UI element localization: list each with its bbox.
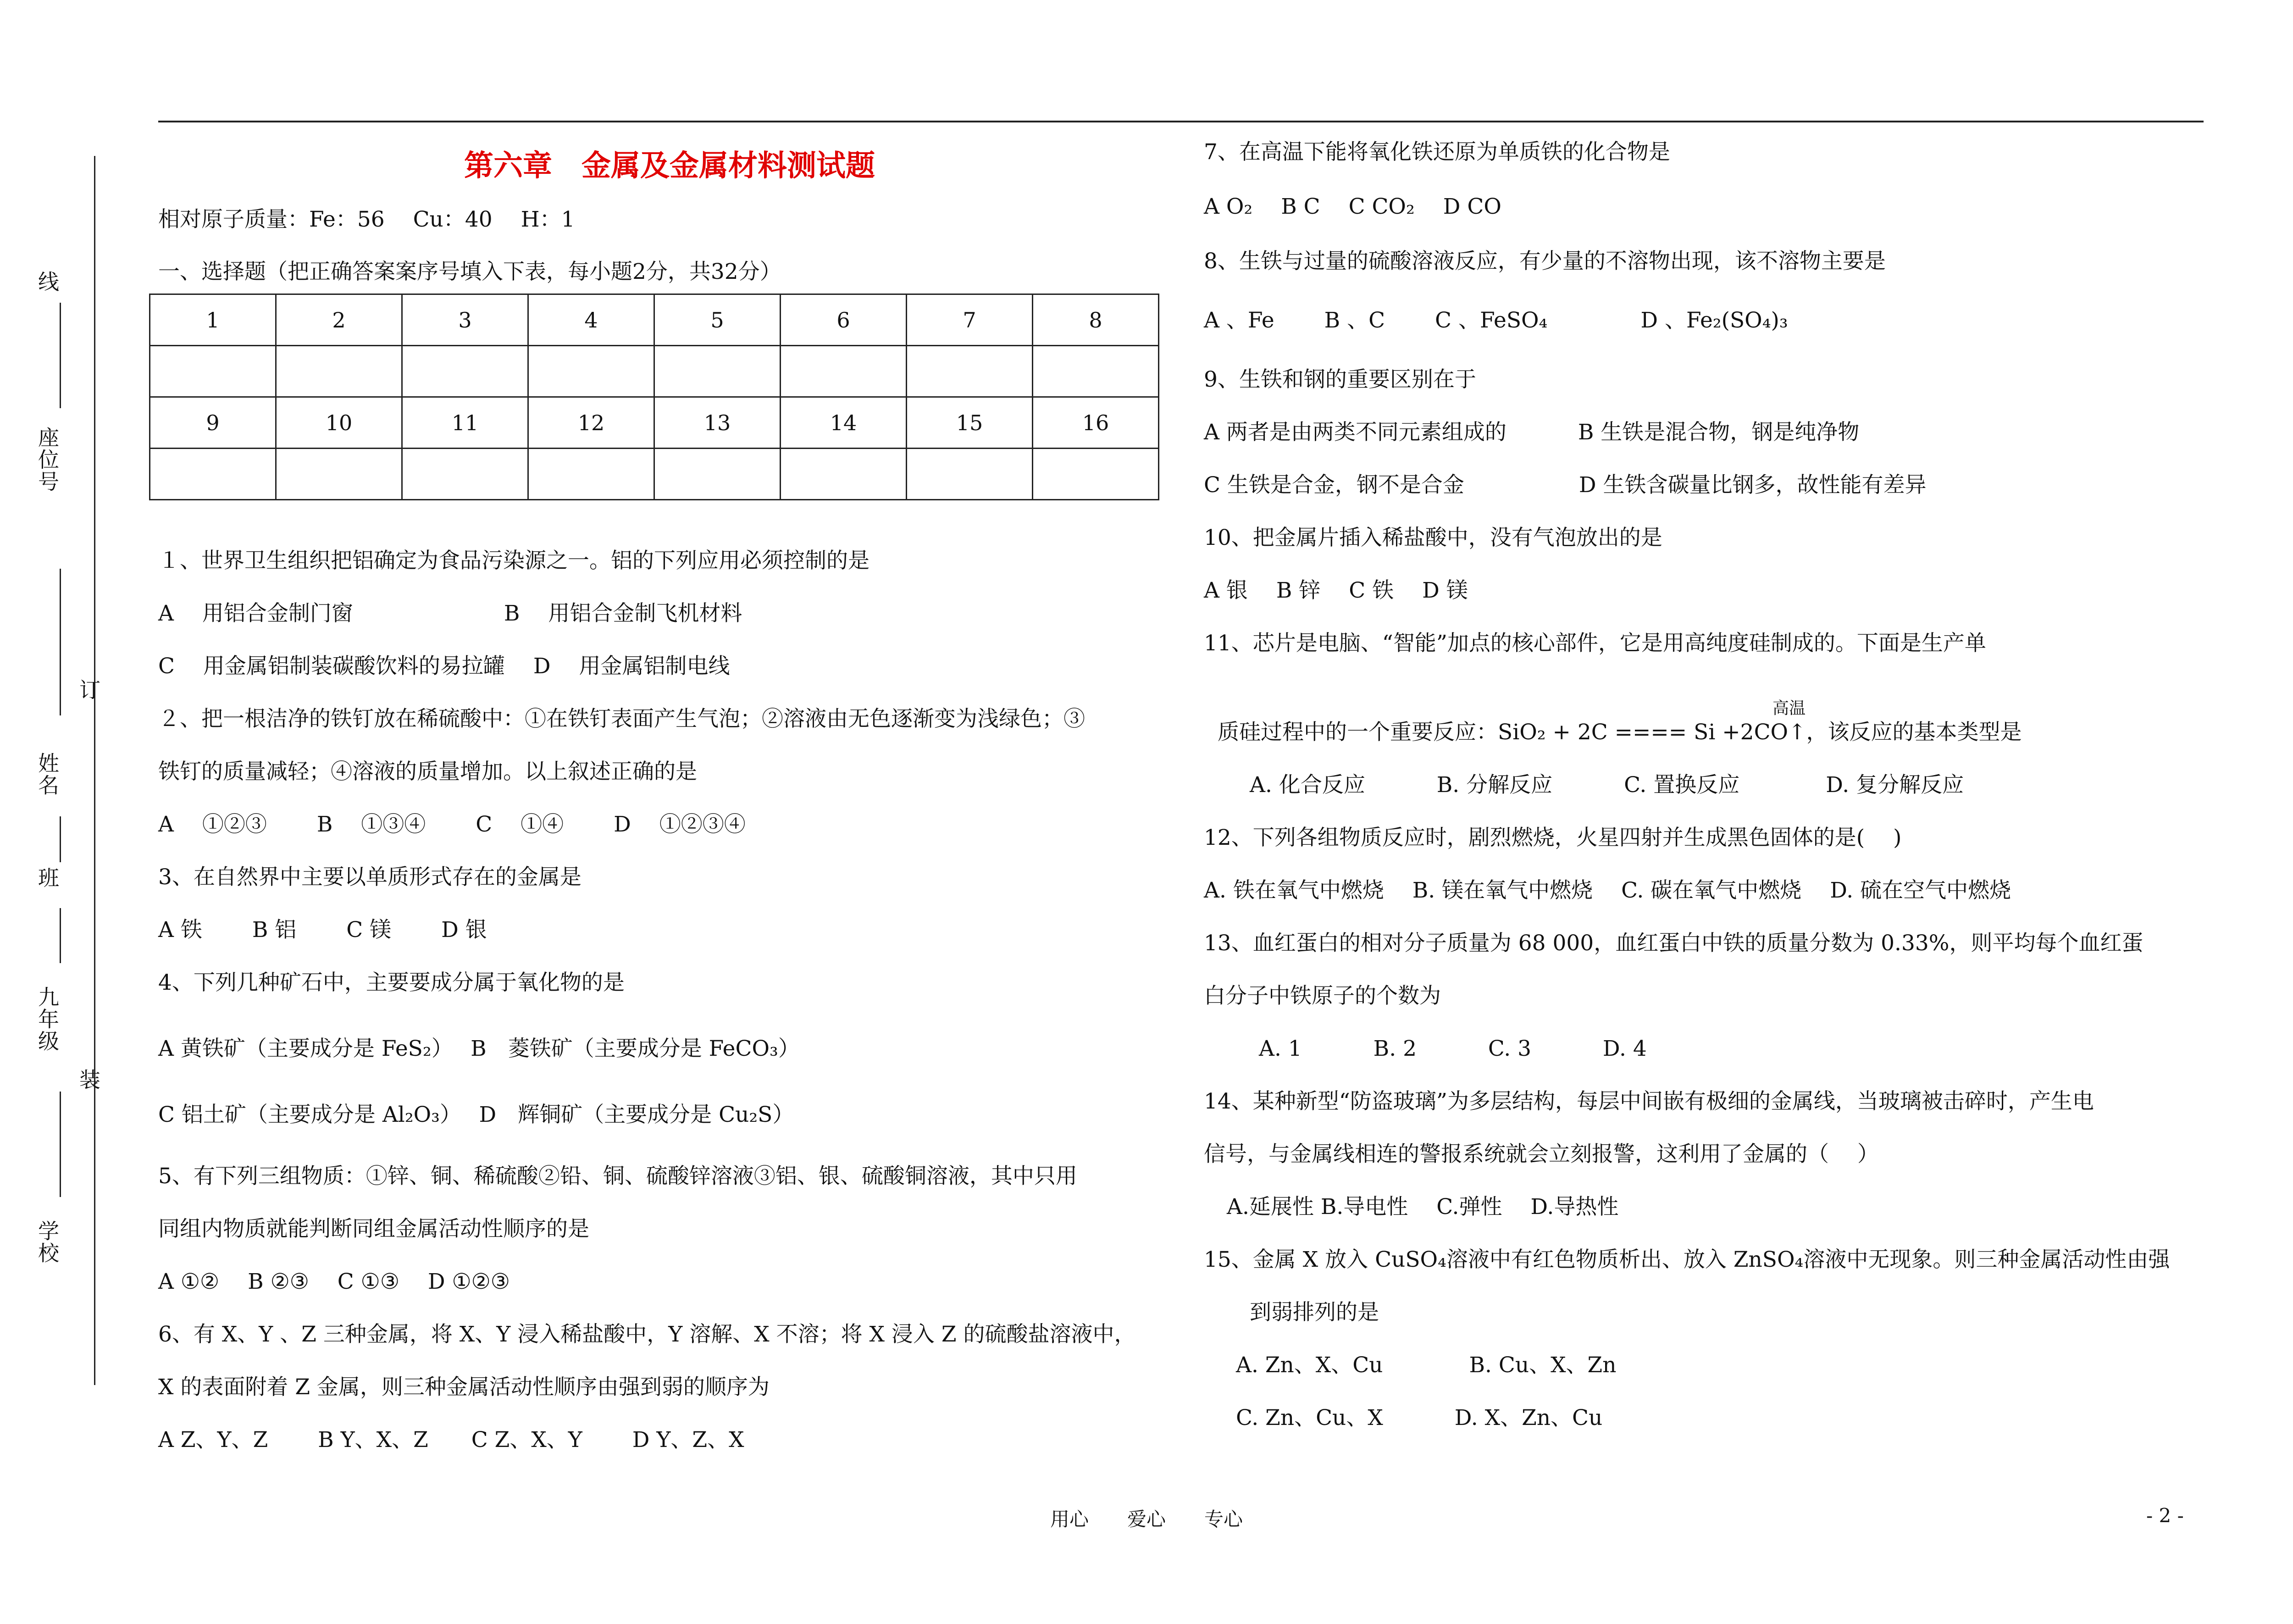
- answer-cell[interactable]: [402, 346, 528, 397]
- question-line: 质硅过程中的一个重要反应：SiO₂ + 2C ==== Si +2CO↑，该反应的基本类型是: [1218, 720, 2022, 745]
- answer-cell[interactable]: [781, 346, 907, 397]
- option-line: C 生铁是合金，钢不是合金 D 生铁含碳量比钢多，故性能有差异: [1204, 472, 1927, 498]
- question-line: 8、生铁与过量的硫酸溶液反应，有少量的不溶物出现，该不溶物主要是: [1204, 249, 1886, 274]
- question-line: 12、下列各组物质反应时，剧烈燃烧，火星四射并生成黑色固体的是( ): [1204, 825, 1902, 850]
- side-underline: [60, 1092, 61, 1197]
- reaction-condition: 高温: [1772, 699, 1806, 718]
- table-cell: 12: [528, 397, 654, 449]
- question-line: 15、金属 X 放入 CuSO₄溶液中有红色物质析出、放入 ZnSO₄溶液中无现象。则三种金属活动性由强: [1204, 1247, 2170, 1272]
- table-row: [150, 397, 1159, 449]
- answer-table: [149, 294, 1159, 500]
- side-class: 班: [35, 867, 60, 889]
- question-line: 14、某种新型“防盗玻璃”为多层结构，每层中间嵌有极细的金属线，当玻璃被击碎时，产生电: [1204, 1089, 2094, 1114]
- question-line: 11、芯片是电脑、“智能”加点的核心部件，它是用高纯度硅制成的。下面是生产单: [1204, 631, 1986, 656]
- answer-cell[interactable]: [1033, 449, 1159, 500]
- answer-cell[interactable]: [654, 449, 781, 500]
- question-line: 白分子中铁原子的个数为: [1204, 983, 1441, 1009]
- side-underline: [60, 569, 61, 715]
- table-cell: 2: [276, 294, 402, 346]
- option-line: A. 铁在氧气中燃烧 B. 镁在氧气中燃烧 C. 碳在氧气中燃烧 D. 硫在空气中燃烧: [1204, 878, 2011, 903]
- option-line: A 黄铁矿（主要成分是 FeS₂） B 菱铁矿（主要成分是 FeCO₃）: [158, 1036, 800, 1061]
- table-cell: 16: [1033, 397, 1159, 449]
- side-seat-number: 座位号: [35, 427, 60, 493]
- section-heading: 一、选择题（把正确答案案序号填入下表，每小题2分，共32分）: [158, 259, 781, 284]
- option-line: A 两者是由两类不同元素组成的 B 生铁是混合物，钢是纯净物: [1204, 420, 1860, 445]
- side-underline: [60, 908, 61, 963]
- question-line: 4、下列几种矿石中，主要要成分属于氧化物的是: [158, 970, 625, 995]
- table-row: [150, 346, 1159, 397]
- table-cell: 9: [150, 397, 276, 449]
- table-cell: 7: [907, 294, 1033, 346]
- binding-line: [94, 156, 95, 1385]
- option-line: C. Zn、Cu、X D. X、Zn、Cu: [1236, 1405, 1603, 1430]
- option-line: A 银 B 锌 C 铁 D 镁: [1204, 578, 1468, 603]
- left-column: [158, 133, 1181, 1455]
- option-line: A ①②③ B ①③④ C ①④ D ①②③④: [158, 812, 746, 837]
- side-ding: 订: [76, 679, 101, 701]
- top-rule: [158, 121, 2204, 122]
- option-line: A O₂ B C C CO₂ D CO: [1204, 194, 1501, 219]
- table-row: [150, 449, 1159, 500]
- question-line: 5、有下列三组物质：①锌、铜、稀硫酸②铅、铜、硫酸锌溶液③铝、银、硫酸铜溶液，其中只用: [158, 1164, 1077, 1189]
- option-line: A 铁 B 铝 C 镁 D 银: [158, 917, 487, 942]
- table-cell: 11: [402, 397, 528, 449]
- table-cell: 3: [402, 294, 528, 346]
- table-cell: 4: [528, 294, 654, 346]
- answer-cell[interactable]: [402, 449, 528, 500]
- option-line: A 、Fe B 、C C 、FeSO₄ D 、Fe₂(SO₄)₃: [1204, 308, 1788, 333]
- answer-cell[interactable]: [781, 449, 907, 500]
- question-line: 13、血红蛋白的相对分子质量为 68 000，血红蛋白中铁的质量分数为 0.33%，则平均每个血红蛋: [1204, 931, 2143, 956]
- question-line: 到弱排列的是: [1250, 1300, 1379, 1325]
- footer-motto: 用心 爱心 专心: [1050, 1508, 1243, 1530]
- page-number: - 2 -: [2146, 1504, 2184, 1527]
- question-line: 同组内物质就能判断同组金属活动性顺序的是: [158, 1216, 589, 1242]
- question-line: ２、把一根洁净的铁钉放在稀硫酸中：①在铁钉表面产生气泡；②溶液由无色逐渐变为浅绿色；③: [158, 706, 1085, 732]
- question-line: 3、在自然界中主要以单质形式存在的金属是: [158, 865, 582, 890]
- question-line: X 的表面附着 Z 金属，则三种金属活动性顺序由强到弱的顺序为: [158, 1375, 770, 1400]
- question-line: 铁钉的质量减轻；④溶液的质量增加。以上叙述正确的是: [158, 759, 697, 784]
- right-column: [1204, 138, 2213, 1433]
- answer-cell[interactable]: [150, 346, 276, 397]
- option-line: C 铝土矿（主要成分是 Al₂O₃） D 辉铜矿（主要成分是 Cu₂S）: [158, 1102, 794, 1127]
- answer-cell[interactable]: [150, 449, 276, 500]
- option-line: A.延展性 B.导电性 C.弹性 D.导热性: [1227, 1194, 1619, 1219]
- table-cell: 8: [1033, 294, 1159, 346]
- side-xian: 线: [35, 271, 60, 293]
- table-cell: 15: [907, 397, 1033, 449]
- side-zhuang: 装: [76, 1069, 101, 1091]
- question-line: 信号，与金属线相连的警报系统就会立刻报警，这利用了金属的（ ）: [1204, 1142, 1879, 1167]
- answer-cell[interactable]: [907, 449, 1033, 500]
- question-line: 10、把金属片插入稀盐酸中，没有气泡放出的是: [1204, 525, 1662, 550]
- option-line: A ①② B ②③ C ①③ D ①②③: [158, 1269, 510, 1294]
- table-cell: 13: [654, 397, 781, 449]
- table-cell: 5: [654, 294, 781, 346]
- answer-cell[interactable]: [1033, 346, 1159, 397]
- option-line: A Z、Y、Z B Y、X、Z C Z、X、Y D Y、Z、X: [158, 1427, 744, 1452]
- page-title: 第六章 金属及金属材料测试题: [464, 149, 875, 183]
- answer-cell[interactable]: [907, 346, 1033, 397]
- answer-cell[interactable]: [528, 346, 654, 397]
- question-line: １、世界卫生组织把铝确定为食品污染源之一。铝的下列应用必须控制的是: [158, 548, 870, 573]
- question-line: 7、在高温下能将氧化铁还原为单质铁的化合物是: [1204, 139, 1670, 165]
- option-line: A. 1 B. 2 C. 3 D. 4: [1259, 1036, 1647, 1061]
- table-cell: 1: [150, 294, 276, 346]
- answer-cell[interactable]: [654, 346, 781, 397]
- answer-cell[interactable]: [276, 449, 402, 500]
- option-line: C 用金属铝制装碳酸饮料的易拉罐 D 用金属铝制电线: [158, 654, 730, 679]
- question-line: 9、生铁和钢的重要区别在于: [1204, 367, 1476, 392]
- side-grade: 九年级: [35, 986, 60, 1052]
- option-line: A. 化合反应 B. 分解反应 C. 置换反应 D. 复分解反应: [1250, 772, 1964, 798]
- side-name: 姓名: [35, 752, 60, 796]
- side-underline: [60, 303, 61, 408]
- answer-cell[interactable]: [528, 449, 654, 500]
- answer-cell[interactable]: [276, 346, 402, 397]
- option-line: A 用铝合金制门窗 B 用铝合金制飞机材料: [158, 601, 742, 626]
- table-row: [150, 294, 1159, 346]
- option-line: A. Zn、X、Cu B. Cu、X、Zn: [1236, 1352, 1617, 1378]
- atomic-mass: 相对原子质量：Fe：56 Cu：40 H：1: [158, 207, 575, 232]
- table-cell: 14: [781, 397, 907, 449]
- table-cell: 10: [276, 397, 402, 449]
- question-line: 6、有 X、Y 、Z 三种金属，将 X、Y 浸入稀盐酸中，Y 溶解、X 不溶；将 X 浸入 Z 的硫酸盐溶液中，: [158, 1322, 1136, 1347]
- table-cell: 6: [781, 294, 907, 346]
- side-underline: [60, 816, 61, 862]
- side-school: 学校: [35, 1220, 60, 1264]
